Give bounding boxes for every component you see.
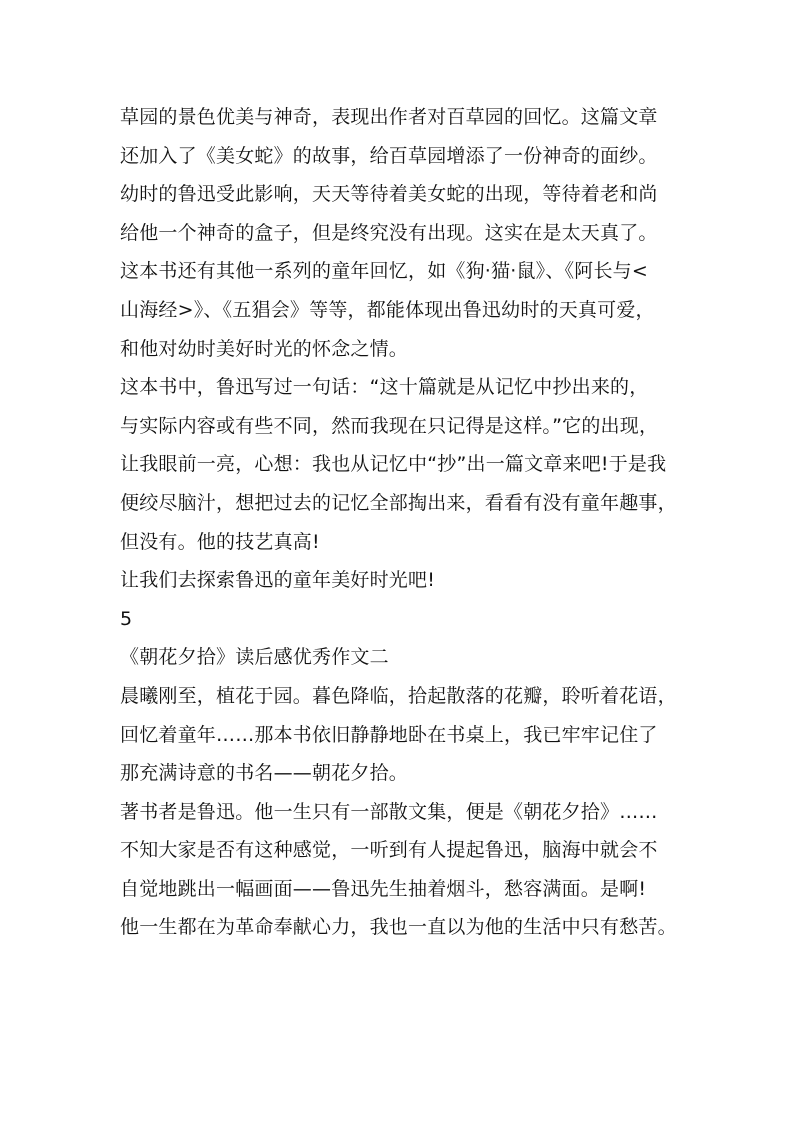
text-line: 那充满诗意的书名——朝花夕拾。 — [120, 762, 409, 785]
text-line: 这本书中，鲁迅写过一句话：“这十篇就是从记忆中抄出来的， — [120, 376, 649, 399]
text-line: 幼时的鲁迅受此影响，天天等待着美女蛇的出现，等待着老和尚 — [120, 183, 658, 206]
text-line: 这本书还有其他一系列的童年回忆，如《狗·猫·鼠》、《阿长与< — [120, 260, 649, 283]
article-body — [120, 98, 700, 947]
text-line: 著书者是鲁迅。他一生只有一部散文集，便是《朝花夕拾》…… — [120, 800, 658, 823]
text-line: 给他一个神奇的盒子，但是终究没有出现。这实在是太天真了。 — [120, 221, 658, 244]
section-title: 《朝花夕拾》读后感优秀作文二 — [120, 646, 389, 669]
text-line: 他一生都在为革命奉献心力，我也一直以为他的生活中只有愁苦。 — [120, 916, 677, 939]
text-line: 和他对幼时美好时光的怀念之情。 — [120, 337, 409, 360]
text-line: 回忆着童年……那本书依旧静静地卧在书桌上，我已牢牢记住了 — [120, 723, 658, 746]
text-line: 山海经>》、《五猖会》等等，都能体现出鲁迅幼时的天真可爱， — [120, 298, 655, 321]
text-line: 让我们去探索鲁迅的童年美好时光吧! — [120, 569, 436, 592]
text-line: 让我眼前一亮，心想：我也从记忆中“抄”出一篇文章来吧!于是我 — [120, 453, 667, 476]
text-line: 晨曦刚至，植花于园。暮色降临，拾起散落的花瓣，聆听着花语， — [120, 684, 677, 707]
text-line: 与实际内容或有些不同，然而我现在只记得是这样。”它的出现， — [120, 414, 659, 437]
text-line: 便绞尽脑汁，想把过去的记忆全部掏出来，看看有没有童年趣事， — [120, 491, 677, 514]
text-line: 自觉地跳出一幅画面——鲁迅先生抽着烟斗，愁容满面。是啊! — [120, 877, 647, 900]
text-line: 草园的景色优美与神奇，表现出作者对百草园的回忆。这篇文章 — [120, 106, 658, 128]
section-number: 5 — [120, 607, 133, 630]
text-line: 还加入了《美女蛇》的故事，给百草园增添了一份神奇的面纱。 — [120, 144, 658, 167]
text-line: 不知大家是否有这种感觉，一听到有人提起鲁迅，脑海中就会不 — [120, 839, 658, 862]
text-line: 但没有。他的技艺真高! — [120, 530, 320, 553]
